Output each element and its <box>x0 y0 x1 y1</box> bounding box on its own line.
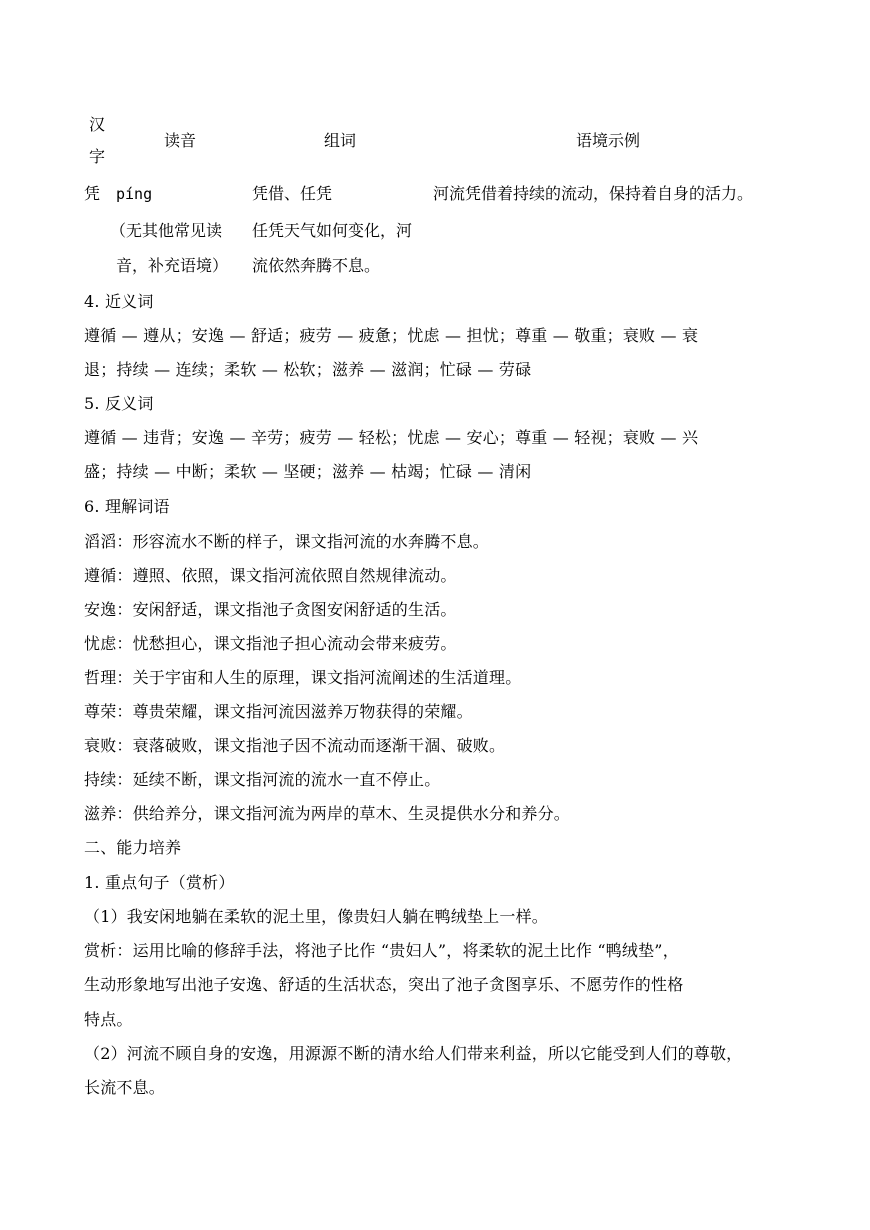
sentence-2-line-2: 长流不息。 <box>84 1078 166 1097</box>
section-antonyms-title: 5. 反义词 <box>84 394 154 413</box>
definition-item: 忧虑：忧愁担心，课文指池子担心流动会带来疲劳。 <box>84 634 457 653</box>
antonyms-line-1: 遵循 — 违背；安逸 — 辛劳；疲劳 — 轻松；忧虑 — 安心；尊重 — 轻视；衰败 — 兴 <box>84 428 699 447</box>
definition-item: 持续：延续不断，课文指河流的流水一直不停止。 <box>84 770 441 789</box>
sentence-1-analysis-line-3: 特点。 <box>84 1010 133 1029</box>
table-cell-words-ex-1: 任凭天气如何变化，河 <box>252 221 413 240</box>
table-header-words: 组词 <box>324 131 357 150</box>
table-header-char-1: 汉 <box>89 115 106 134</box>
section-synonyms-title: 4. 近义词 <box>84 292 154 311</box>
part-two-title: 二、能力培养 <box>84 838 182 857</box>
definition-item: 安逸：安闲舒适，课文指池子贪图安闲舒适的生活。 <box>84 600 457 619</box>
synonyms-line-1: 遵循 — 遵从；安逸 — 舒适；疲劳 — 疲惫；忧虑 — 担忧；尊重 — 敬重；衰败 — 衰 <box>84 326 699 345</box>
table-cell-words: 凭借、任凭 <box>252 184 333 203</box>
table-cell-pron-note-1: （无其他常见读 <box>110 221 223 240</box>
sentence-1-analysis-line-2: 生动形象地写出池子安逸、舒适的生活状态，突出了池子贪图享乐、不愿劳作的性格 <box>84 975 684 994</box>
table-cell-char: 凭 <box>84 184 101 203</box>
definition-item: 哲理：关于宇宙和人生的原理，课文指河流阐述的生活道理。 <box>84 668 522 687</box>
section-definitions-title: 6. 理解词语 <box>84 497 170 516</box>
sentence-1-analysis-line-1: 赏析：运用比喻的修辞手法，将池子比作 “贵妇人”，将柔软的泥土比作 “鸭绒垫”， <box>84 941 679 960</box>
sentence-1: （1）我安闲地躺在柔软的泥土里，像贵妇人躺在鸭绒垫上一样。 <box>84 907 548 926</box>
table-header-pronunciation: 读音 <box>164 131 197 150</box>
definition-item: 滋养：供给养分，课文指河流为两岸的草木、生灵提供水分和养分。 <box>84 804 571 823</box>
table-header-char-2: 字 <box>89 147 106 166</box>
antonyms-line-2: 盛；持续 — 中断；柔软 — 坚硬；滋养 — 枯竭；忙碌 — 清闲 <box>84 462 532 481</box>
table-header-example: 语境示例 <box>576 131 641 150</box>
definition-item: 衰败：衰落破败，课文指池子因不流动而逐渐干涸、破败。 <box>84 736 506 755</box>
table-cell-pron-note-2: 音，补充语境） <box>116 256 229 275</box>
synonyms-line-2: 退；持续 — 连续；柔软 — 松软；滋养 — 滋润；忙碌 — 劳碌 <box>84 360 532 379</box>
table-cell-words-ex-2: 流依然奔腾不息。 <box>252 256 381 275</box>
definition-item: 尊荣：尊贵荣耀，课文指河流因滋养万物获得的荣耀。 <box>84 702 473 721</box>
table-cell-pinyin: píng <box>116 185 153 203</box>
table-cell-example: 河流凭借着持续的流动，保持着自身的活力。 <box>433 184 754 203</box>
definition-item: 遵循：遵照、依照，课文指河流依照自然规律流动。 <box>84 566 457 585</box>
definition-item: 滔滔：形容流水不断的样子，课文指河流的水奔腾不息。 <box>84 532 490 551</box>
sentence-2-line-1: （2）河流不顾自身的安逸，用源源不断的清水给人们带来利益，所以它能受到人们的尊敬， <box>84 1044 743 1063</box>
key-sentences-title: 1. 重点句子（赏析） <box>84 873 235 892</box>
